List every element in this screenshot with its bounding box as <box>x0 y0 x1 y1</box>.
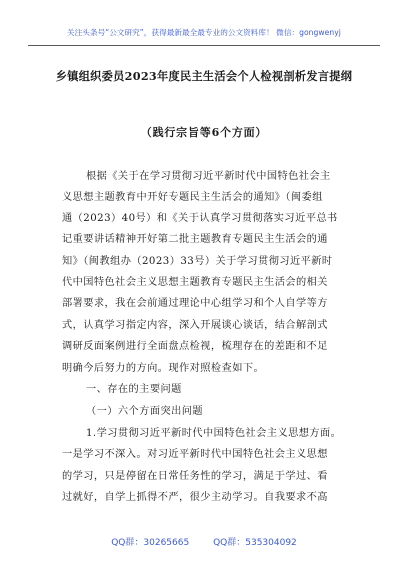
body-line: 义思想主题教育中开好专题民主生活会的通知》（闽委组 <box>62 192 323 203</box>
footer-qq-group-2: QQ群：535304092 <box>213 538 297 548</box>
document-title: 乡镇组织委员2023年度民主生活会个人检视剖析发言提纲 <box>55 69 353 83</box>
body-line: 部署要求，我在会前通过理论中心组学习和个人自学等方 <box>62 298 328 309</box>
document-subtitle: （践行宗旨等6个方面） <box>140 126 268 139</box>
header-note: 关注头条号“公文研究”，获得最新最全最专业的公文资料库！ 微信：gongwenyj <box>67 28 341 37</box>
footer-qq-group-1: QQ群：30265665 <box>111 538 190 548</box>
body-line: 知》（闽教组办（2023）33号）关于学习贯彻习近平新时 <box>62 256 333 267</box>
body-line: 记重要讲话精神开好第二批主题教育专题民主生活会的通 <box>62 234 328 245</box>
body-line: 代中国特色社会主义思想主题教育专题民主生活会的相关 <box>62 277 328 288</box>
body-line: 明确今后努力的方向。现作对照检查如下。 <box>62 363 265 374</box>
body-line: 通（2023）40号）和《关于认真学习贯彻落实习近平总书 <box>62 213 338 224</box>
body-line: 调研反面案例进行全面盘点检视，梳理存在的差距和不足 <box>62 341 328 352</box>
footer-note <box>0 535 408 548</box>
body-line: 1.学习贯彻习近平新时代中国特色社会主义思想方面。 <box>86 428 342 439</box>
body-line: 式，认真学习指定内容，深入开展谈心谈话，结合解剖式 <box>62 320 328 331</box>
subsection-heading: （一）六个方面突出问题 <box>86 406 204 417</box>
body-line: 过就好，自学上抓得不严，很少主动学习。自我要求不高 <box>62 492 328 503</box>
section-heading: 一、存在的主要问题 <box>86 384 182 395</box>
header-divider <box>28 45 380 46</box>
body-line: 的学习，只是停留在日常任务性的学习，满足于学过、看 <box>62 471 328 482</box>
body-line: 根据《关于在学习贯彻习近平新时代中国特色社会主 <box>86 171 331 182</box>
body-line: 一是学习不深入。对习近平新时代中国特色社会主义思想 <box>62 449 328 460</box>
